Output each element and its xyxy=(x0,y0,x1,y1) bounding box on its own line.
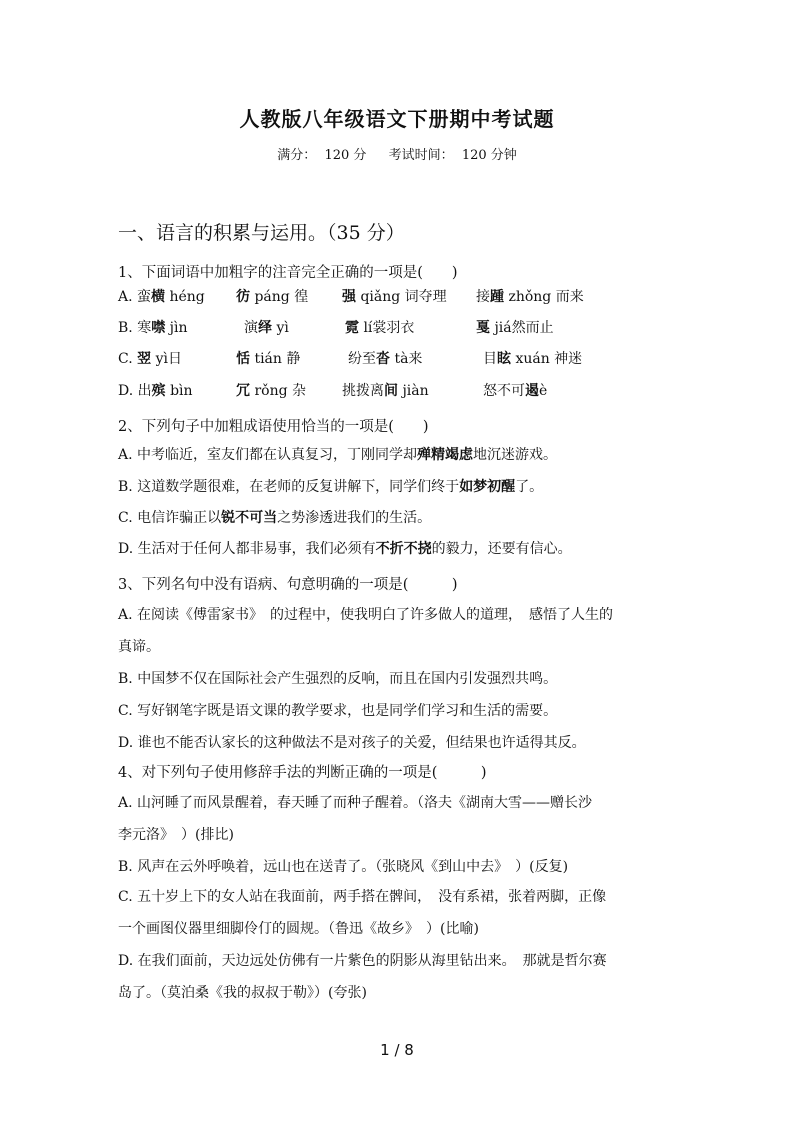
question-1-option-c-item: 恬 tián 静 xyxy=(236,351,301,367)
page-number: 1 / 8 xyxy=(380,1041,414,1059)
question-2-option-d: D. 生活对于任何人都非易事，我们必须有不折不挠的毅力，还要有信心。 xyxy=(118,541,572,557)
question-3-option-b: B. 中国梦不仅在国际社会产生强烈的反响，而且在国内引发强烈共鸣。 xyxy=(118,671,558,687)
question-1-option-b-item: 戛 jiá然而止 xyxy=(476,320,554,336)
question-1-option-d-item: 怒不可遏è xyxy=(483,383,548,399)
question-1-option-d-item: 挑拨离间 jiàn xyxy=(342,383,429,399)
question-4-option-d: D. 在我们面前，天边远处仿佛有一片紫色的阴影从海里钻出来。 那就是哲尔赛 xyxy=(118,953,607,969)
exam-info xyxy=(0,144,794,163)
question-4-option-a-cont: 李元洛》 ）(排比) xyxy=(118,827,234,843)
question-4-stem: 4、对下列句子使用修辞手法的判断正确的一项是( ) xyxy=(118,765,487,781)
page-title: 人教版八年级语文下册期中考试题 xyxy=(239,107,555,131)
question-1-option-c-item: C. 翌 yì日 xyxy=(118,351,182,367)
question-4-option-c: C. 五十岁上下的女人站在我面前，两手搭在髀间， 没有系裙，张着两脚，正像 xyxy=(118,889,607,905)
question-4-option-b: B. 风声在云外呼唤着，远山也在送青了。（张晓风《到山中去》 ）(反复) xyxy=(118,859,569,875)
exam-time: 考试时间： 120 分钟 xyxy=(388,148,517,163)
question-4-option-d-cont: 岛了。（莫泊桑《我的叔叔于勒》）(夸张) xyxy=(118,985,367,1001)
question-1-option-a-item: 强 qiǎng 词夺理 xyxy=(342,289,447,305)
question-4-option-a: A. 山河睡了而风景醒着，春天睡了而种子醒着。（洛夫《湖南大雪——赠长沙 xyxy=(118,795,593,811)
question-1-option-b-item: B. 寒噤 jìn xyxy=(118,320,188,336)
question-1-option-a-item: 彷 páng 徨 xyxy=(236,289,309,305)
question-2-option-a: A. 中考临近，室友们都在认真复习，丁刚同学却殚精竭虑地沉迷游戏。 xyxy=(118,447,558,463)
question-2-option-b: B. 这道数学题很难，在老师的反复讲解下，同学们终于如梦初醒了。 xyxy=(118,479,544,495)
question-2-option-c: C. 电信诈骗正以锐不可当之势渗透进我们的生活。 xyxy=(118,510,432,526)
question-3-stem: 3、下列名句中没有语病、句意明确的一项是( ) xyxy=(118,577,458,593)
question-3-option-d: D. 谁也不能否认家长的这种做法不是对孩子的关爱，但结果也许适得其反。 xyxy=(118,735,586,751)
question-1-option-c-item: 纷至沓 tà来 xyxy=(348,351,423,367)
full-score: 满分： 120 分 xyxy=(277,148,367,163)
question-4-option-c-cont: 一个画图仪器里细脚伶仃的圆规。（鲁迅《故乡》 ）(比喻) xyxy=(118,921,479,937)
question-1-option-b-item: 演绎 yì xyxy=(244,320,289,336)
question-1-option-c-item: 目眩 xuán 神迷 xyxy=(483,351,583,367)
question-3-option-a: A. 在阅读《傅雷家书》 的过程中，使我明白了许多做人的道理， 感悟了人生的 xyxy=(118,607,614,623)
question-1-option-a-item: A. 蛮横 héng xyxy=(118,289,205,305)
question-1-option-d-item: D. 出殡 bìn xyxy=(118,383,193,399)
question-2-stem: 2、下列句子中加粗成语使用恰当的一项是( ) xyxy=(118,419,429,435)
question-3-option-c: C. 写好钢笔字既是语文课的教学要求，也是同学们学习和生活的需要。 xyxy=(118,703,558,719)
question-1-option-a-item: 接踵 zhǒng 而来 xyxy=(476,289,584,305)
question-1-stem: 1、下面词语中加粗字的注音完全正确的一项是( ) xyxy=(118,265,458,281)
question-1-option-d-item: 冗 rǒng 杂 xyxy=(236,383,306,399)
question-3-option-a-cont: 真谛。 xyxy=(118,639,160,655)
question-1-option-b-item: 霓 lí裳羽衣 xyxy=(345,320,415,336)
section-heading: 一、语言的积累与运用。（35 分） xyxy=(118,222,405,244)
